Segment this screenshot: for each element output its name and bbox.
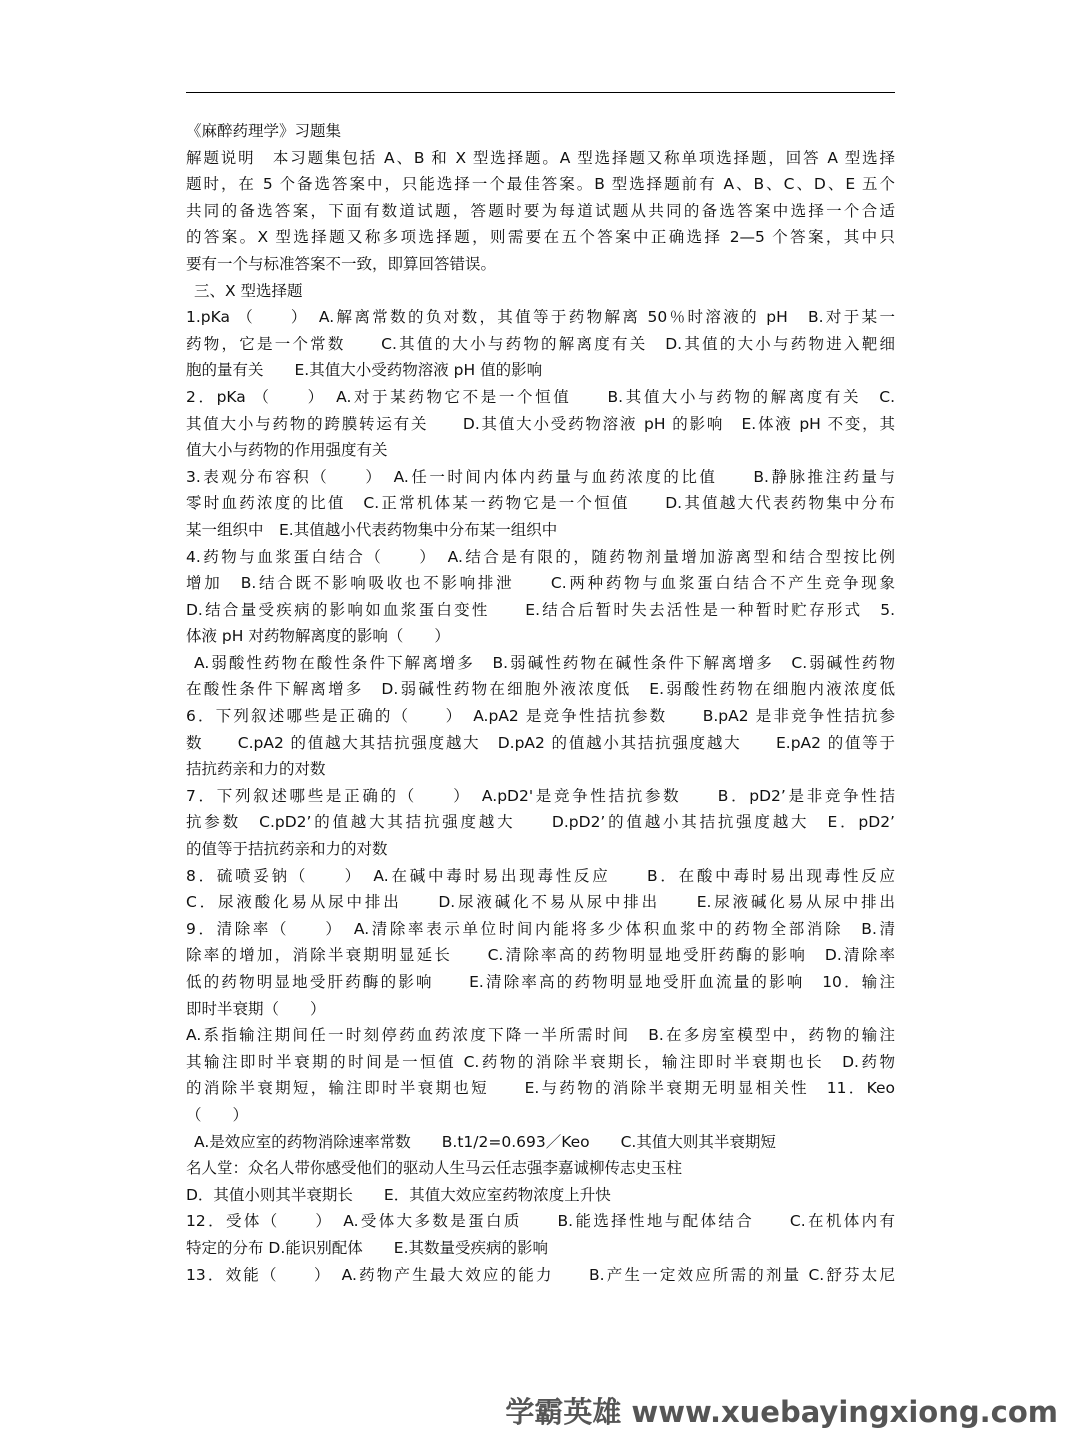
text-line: 增加 B.结合既不影响吸收也不影响排泄 C.两种药物与血浆蛋白结合不产生竞争现象 (186, 574, 895, 593)
text-line: 值大小与药物的作用强度有关 (186, 441, 388, 460)
text-line: 药物，它是一个常数 C.其值的大小与药物的解离度有关 D.其值的大小与药物进入靶细 (186, 334, 895, 353)
text-line: 特定的分布 D.能识别配体 E.其数量受疾病的影响 (186, 1238, 549, 1257)
text-line: 的消除半衰期短，输注即时半衰期也短 E.与药物的消除半衰期无明显相关性 11．Keo (186, 1079, 895, 1098)
document-body (186, 118, 895, 1288)
header-rule (186, 92, 895, 93)
text-line: 除率的增加，消除半衰期明显延长 C.清除率高的药物明显地受肝药酶的影响 D.清除率 (186, 946, 895, 965)
text-line: 4.药物与血浆蛋白结合（ ） A.结合是有限的，随药物剂量增加游离型和结合型按比例 (186, 547, 895, 566)
text-line: 12．受体（ ） A.受体大多数是蛋白质 B.能选择性地与配体结合 C.在机体内有 (186, 1212, 895, 1231)
text-line: 8．硫喷妥钠（ ） A.在碱中毒时易出现毒性反应 B．在酸中毒时易出现毒性反应 (186, 866, 895, 885)
text-line: （ ） (186, 1105, 249, 1124)
text-line: 三、X 型选择题 (194, 281, 303, 300)
text-line: 2．pKa （ ） A.对于某药物它不是一个恒值 B.其值大小与药物的解离度有关 C. (186, 387, 895, 406)
text-line: D.结合量受疾病的影响如血浆蛋白变性 E.结合后暂时失去活性是一种暂时贮存形式 5. (186, 600, 895, 619)
text-line: 胞的量有关 E.其值大小受药物溶液 pH 值的影响 (186, 361, 543, 380)
text-line: 在酸性条件下解离增多 D.弱碱性药物在细胞外液浓度低 E.弱酸性药物在细胞内液浓度低 (186, 680, 895, 699)
text-line: 题时，在 5 个备选答案中，只能选择一个最佳答案。B 型选择题前有 A、B、C、D、E 五个 (186, 175, 895, 194)
text-line: 1.pKa （ ） A.解离常数的负对数，其值等于药物解离 50％时溶液的 pH B.对于某一 (186, 308, 895, 327)
text-line: 低的药物明显地受肝药酶的影响 E.清除率高的药物明显地受肝血流量的影响 10．输注 (186, 973, 895, 991)
text-line: C．尿液酸化易从尿中排出 D.尿液碱化不易从尿中排出 E.尿液碱化易从尿中排出 (186, 893, 895, 912)
text-line: 共同的备选答案，下面有数道试题，答题时要为每道试题从共同的备选答案中选择一个合适 (186, 201, 895, 220)
text-line: 数 C.pA2 的值越大其拮抗强度越大 D.pA2 的值越小其拮抗强度越大 E.pA2 的值等于 (186, 733, 895, 752)
text-line: 9．清除率（ ） A.清除率表示单位时间内能将多少体积血浆中的药物全部消除 B.清 (186, 919, 895, 938)
text-line: 要有一个与标准答案不一致，即算回答错误。 (186, 254, 497, 273)
text-line: 其值大小与药物的跨膜转运有关 D.其值大小受药物溶液 pH 的影响 E.体液 pH 不变，其 (186, 414, 895, 433)
text-line: 3.表观分布容积（ ） A.任一时间内体内药量与血药浓度的比值 B.静脉推注药量与 (186, 467, 895, 486)
text-line: 解题说明 本习题集包括 A、B 和 X 型选择题。A 型选择题又称单项选择题，回答 A 型选择 (186, 148, 895, 167)
text-line: D．其值小则其半衰期长 E．其值大效应室药物浓度上升快 (186, 1185, 611, 1204)
text-line: 零时血药浓度的比值 C.正常机体某一药物它是一个恒值 D.其值越大代表药物集中分布 (186, 494, 895, 513)
text-line: 的答案。X 型选择题又称多项选择题，则需要在五个答案中正确选择 2—5 个答案，其中只 (186, 228, 895, 247)
text-line: A.弱酸性药物在酸性条件下解离增多 B.弱碱性药物在碱性条件下解离增多 C.弱碱性药物 (194, 653, 895, 672)
text-line: 体液 pH 对药物解离度的影响（ ） (186, 627, 450, 646)
text-line: 抗参数 C.pD2’的值越大其拮抗强度越大 D.pD2’的值越小其拮抗强度越大 E．pD2’ (186, 813, 895, 832)
text-line: 某一组织中 E.其值越小代表药物集中分布某一组织中 (186, 520, 558, 539)
text-line: A.系指输注期间任一时刻停药血药浓度下降一半所需时间 B.在多房室模型中，药物的输注 (186, 1026, 895, 1045)
site-watermark: 学霸英雄 www.xuebayingxiong.com (505, 1395, 1058, 1429)
text-line: 的值等于拮抗药亲和力的对数 (186, 840, 388, 859)
text-line: 名人堂：众名人带你感受他们的驱动人生马云任志强李嘉诚柳传志史玉柱 (186, 1159, 683, 1178)
text-line: 7．下列叙述哪些是正确的（ ） A.pD2'是竞争性拮抗参数 B．pD2’是非竞争性拮 (186, 786, 895, 805)
text-line: 拮抗药亲和力的对数 (186, 760, 326, 779)
text-line: 《麻醉药理学》习题集 (186, 122, 342, 140)
text-line: 13．效能（ ） A.药物产生最大效应的能力 B.产生一定效应所需的剂量 C.舒芬太尼 (186, 1265, 895, 1284)
text-line: 其输注即时半衰期的时间是一恒值 C.药物的消除半衰期长，输注即时半衰期也长 D.药物 (186, 1052, 895, 1071)
text-line: 即时半衰期（ ） (186, 999, 326, 1018)
text-line: 6．下列叙述哪些是正确的（ ） A.pA2 是竞争性拮抗参数 B.pA2 是非竞争性拮抗参 (186, 707, 895, 726)
text-line: A.是效应室的药物消除速率常数 B.t1/2=0.693／Keo C.其值大则其半衰期短 (194, 1132, 776, 1151)
